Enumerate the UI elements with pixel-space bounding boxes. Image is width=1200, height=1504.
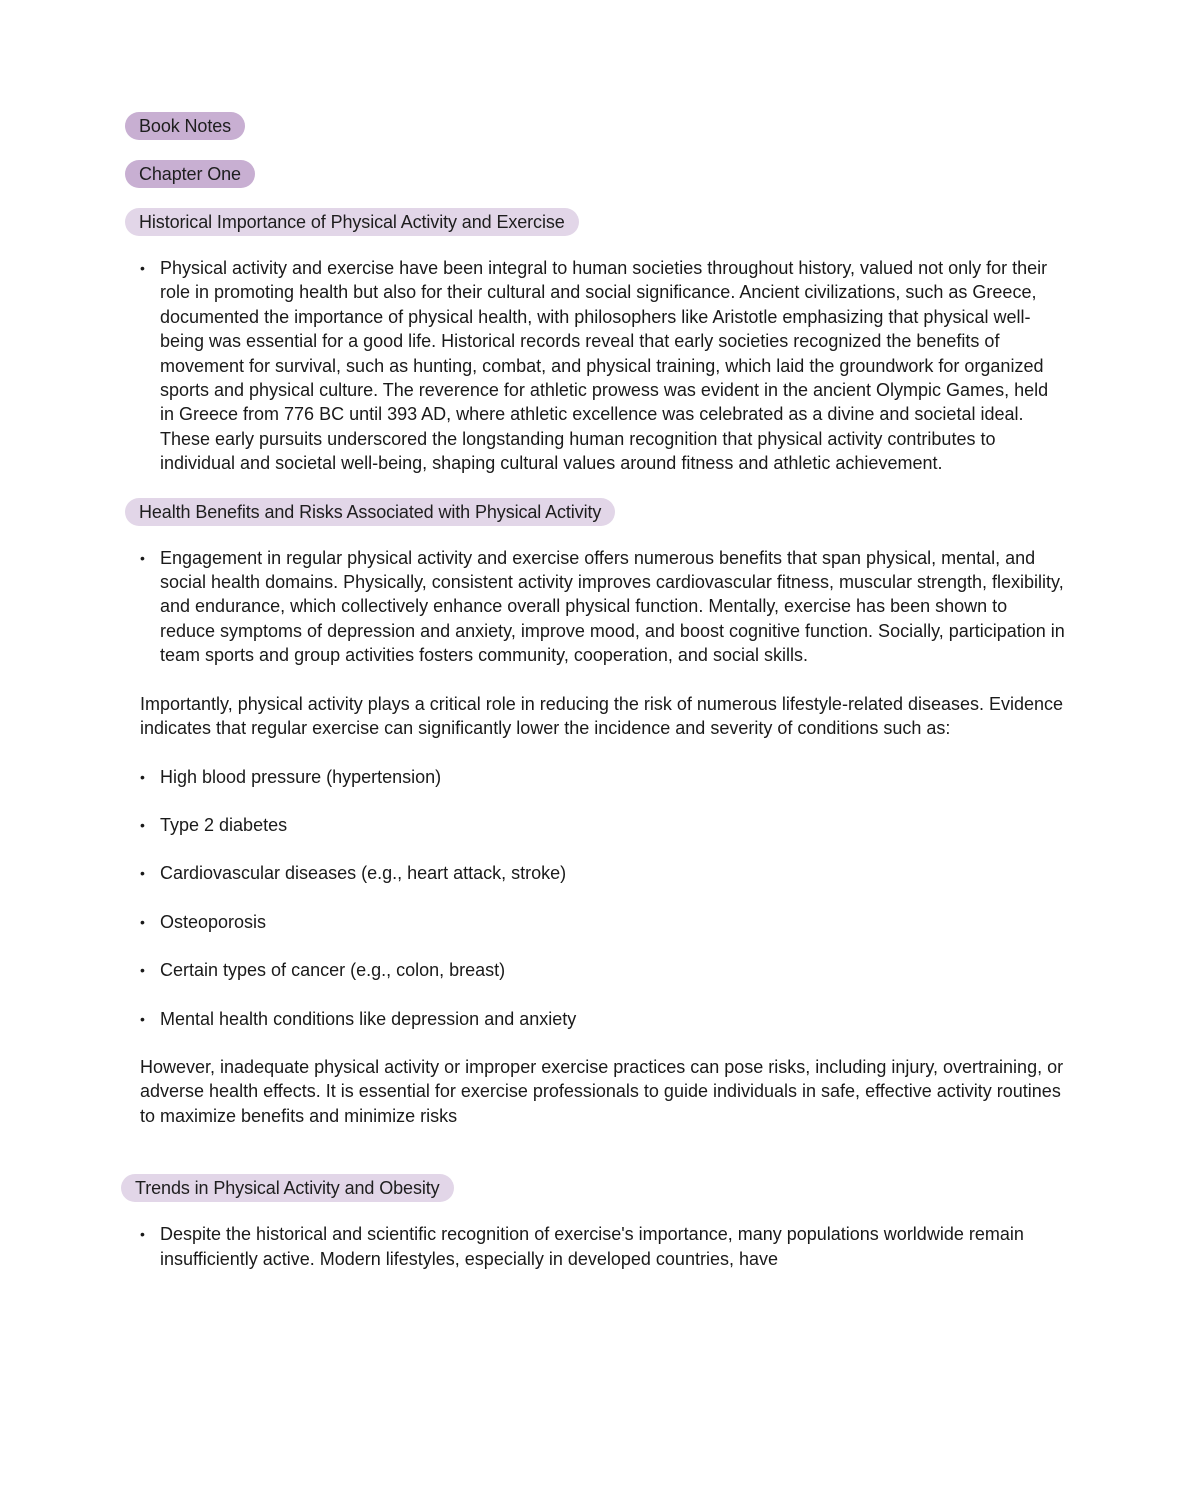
list-item [125, 958, 1065, 982]
bullet-icon: • [140, 913, 145, 930]
bullet-icon: • [140, 962, 145, 979]
chapter-tag: Chapter One [125, 160, 255, 188]
book-notes-row [125, 112, 1065, 140]
bullet-icon: • [140, 1226, 145, 1243]
benefits-heading-row [125, 498, 1065, 526]
condition-text: Cardiovascular diseases (e.g., heart attack, stroke) [160, 863, 567, 884]
bullet-icon: • [140, 549, 145, 566]
chapter-row [125, 160, 1065, 188]
historical-bullet-list [125, 256, 1065, 476]
list-item [125, 1222, 1065, 1271]
list-item [125, 256, 1065, 476]
trends-bullet-list [125, 1222, 1065, 1271]
list-item [125, 546, 1065, 668]
section-heading-trends: Trends in Physical Activity and Obesity [121, 1174, 454, 1202]
list-item [125, 861, 1065, 885]
bullet-icon: • [140, 865, 145, 882]
condition-text: High blood pressure (hypertension) [160, 766, 442, 787]
benefits-intro-paragraph: Importantly, physical activity plays a critical role in reducing the risk of numerous lifestyle-related diseases. Evidence indicates that regular exercise can significantly lower the incidence and severity of conditions such as: [140, 693, 1064, 739]
bullet-icon: • [140, 1010, 145, 1027]
book-notes-tag: Book Notes [125, 112, 245, 140]
benefits-closing-paragraph: However, inadequate physical activity or improper exercise practices can pose risks, including injury, overtraining, or adverse health effects. It is essential for exercise professionals to guide individuals in safe, effective activity routines to maximize benefits and minimize risks [140, 1056, 1064, 1126]
condition-text: Certain types of cancer (e.g., colon, breast) [160, 960, 506, 981]
list-item [125, 910, 1065, 934]
trends-heading-row [121, 1174, 1065, 1202]
benefits-bullet-text: Engagement in regular physical activity and exercise offers numerous benefits that span physical, mental, and social health domains. Physically, consistent activity improves cardiovascular fitness, muscular strength, flexibility, and endurance, which collectively enhance overall physical function. Mentally, exercise has been shown to reduce symptoms of depression and anxiety, improve mood, and boost cognitive function. Socially, participation in team sports and group activities fosters community, cooperation, and social skills. [160, 547, 1065, 666]
list-item [125, 813, 1065, 837]
section-heading-benefits: Health Benefits and Risks Associated with Physical Activity [125, 498, 615, 526]
historical-bullet-text: Physical activity and exercise have been integral to human societies throughout history, valued not only for their role in promoting health but also for their cultural and social significance. Ancient civilizations, such as Greece, documented the importance of physical health, with philosophers like Aristotle emphasizing that physical well-being was essential for a good life. Historical records reveal that early societies recognized the benefits of movement for survival, such as hunting, combat, and physical training, which laid the groundwork for organized sports and physical culture. The reverence for athletic prowess was evident in the ancient Olympic Games, held in Greece from 776 BC until 393 AD, where athletic excellence was celebrated as a divine and societal ideal. These early pursuits underscored the longstanding human recognition that physical activity contributes to individual and societal well-being, shaping cultural values around fitness and athletic achievement. [160, 258, 1049, 474]
historical-heading-row [125, 208, 1065, 236]
section-heading-historical: Historical Importance of Physical Activity and Exercise [125, 208, 579, 236]
benefits-bullet-list [125, 546, 1065, 668]
list-item [125, 1007, 1065, 1031]
bullet-icon: • [140, 768, 145, 785]
trends-bullet-text: Despite the historical and scientific recognition of exercise's importance, many populations worldwide remain insufficiently active. Modern lifestyles, especially in developed countries, have [160, 1224, 1024, 1269]
bullet-icon: • [140, 816, 145, 833]
condition-text: Mental health conditions like depression and anxiety [160, 1008, 577, 1029]
condition-text: Type 2 diabetes [160, 814, 288, 835]
list-item [125, 765, 1065, 789]
bullet-icon: • [140, 260, 145, 276]
page-content [125, 112, 1065, 1271]
conditions-list [125, 765, 1065, 1031]
condition-text: Osteoporosis [160, 911, 267, 932]
